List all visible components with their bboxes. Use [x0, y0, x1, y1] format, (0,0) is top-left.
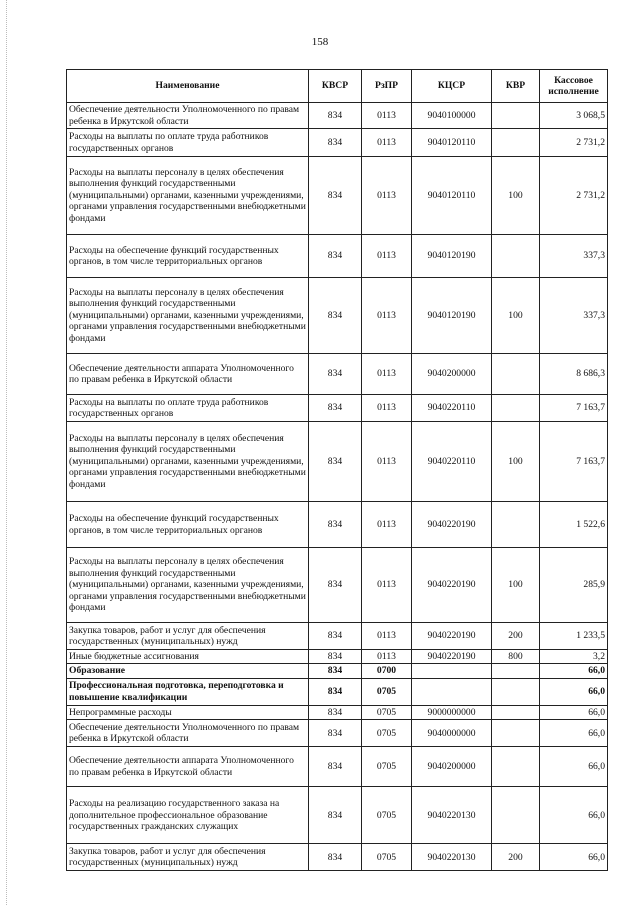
header-name: Наименование	[67, 70, 309, 103]
cell-kvsr: 834	[309, 623, 362, 650]
cell-kvr	[492, 354, 540, 395]
cell-value: 337,3	[540, 278, 608, 354]
table-row	[67, 650, 608, 664]
table-row	[67, 720, 608, 747]
cell-kvsr: 834	[309, 705, 362, 719]
cell-name: Непрограммные расходы	[67, 705, 309, 719]
cell-name: Расходы на обеспечение функций государственных органов, в том числе территориальных органов	[67, 235, 309, 278]
cell-kvr: 100	[492, 278, 540, 354]
cell-kcsr: 9040100000	[412, 103, 492, 129]
table-row	[67, 129, 608, 157]
scan-edge	[6, 0, 8, 905]
cell-value: 3 068,5	[540, 103, 608, 129]
cell-rzpr: 0113	[362, 129, 412, 157]
cell-kcsr: 9040220130	[412, 787, 492, 844]
cell-rzpr: 0705	[362, 678, 412, 705]
cell-value: 66,0	[540, 664, 608, 678]
table-row	[67, 787, 608, 844]
cell-kvsr: 834	[309, 235, 362, 278]
cell-kvr: 100	[492, 422, 540, 502]
cell-kvsr: 834	[309, 844, 362, 871]
cell-kvr	[492, 720, 540, 747]
cell-rzpr: 0113	[362, 502, 412, 548]
cell-kvsr: 834	[309, 395, 362, 422]
cell-rzpr: 0700	[362, 664, 412, 678]
table-row	[67, 664, 608, 678]
cell-kvr	[492, 664, 540, 678]
cell-kvr	[492, 103, 540, 129]
cell-rzpr: 0705	[362, 844, 412, 871]
cell-name: Расходы на выплаты по оплате труда работников государственных органов	[67, 395, 309, 422]
cell-rzpr: 0113	[362, 548, 412, 623]
cell-kcsr: 9000000000	[412, 705, 492, 719]
cell-kvsr: 834	[309, 422, 362, 502]
cell-name: Расходы на выплаты персоналу в целях обеспечения выполнения функций государственными (муниципальными) органами, казенными учреждениями, органами управления государственными внебюджетными фондами	[67, 278, 309, 354]
table-header-row	[67, 70, 608, 103]
table-row	[67, 278, 608, 354]
cell-kcsr: 9040220130	[412, 844, 492, 871]
cell-rzpr: 0113	[362, 395, 412, 422]
cell-kvr	[492, 747, 540, 787]
cell-kvr: 100	[492, 157, 540, 235]
cell-value: 285,9	[540, 548, 608, 623]
cell-rzpr: 0705	[362, 705, 412, 719]
header-kvsr: КВСР	[309, 70, 362, 103]
cell-kcsr: 9040200000	[412, 354, 492, 395]
cell-name: Обеспечение деятельности аппарата Уполномоченного по правам ребенка в Иркутской области	[67, 354, 309, 395]
cell-kvsr: 834	[309, 678, 362, 705]
cell-kcsr: 9040220190	[412, 502, 492, 548]
cell-rzpr: 0113	[362, 235, 412, 278]
cell-value: 66,0	[540, 844, 608, 871]
cell-kvr	[492, 129, 540, 157]
cell-name: Расходы на выплаты по оплате труда работников государственных органов	[67, 129, 309, 157]
header-cash-execution: Кассовое исполнение	[540, 70, 608, 103]
cell-rzpr: 0705	[362, 787, 412, 844]
cell-kvsr: 834	[309, 354, 362, 395]
table-row	[67, 235, 608, 278]
cell-kvsr: 834	[309, 548, 362, 623]
table-row	[67, 747, 608, 787]
cell-kvr	[492, 787, 540, 844]
header-kcsr: КЦСР	[412, 70, 492, 103]
header-rzpr: РзПР	[362, 70, 412, 103]
cell-value: 1 522,6	[540, 502, 608, 548]
cell-kvsr: 834	[309, 103, 362, 129]
cell-kvsr: 834	[309, 502, 362, 548]
cell-value: 1 233,5	[540, 623, 608, 650]
cell-kcsr: 9040220110	[412, 422, 492, 502]
cell-rzpr: 0113	[362, 422, 412, 502]
cell-kvr	[492, 395, 540, 422]
cell-rzpr: 0113	[362, 650, 412, 664]
cell-name: Профессиональная подготовка, переподготовка и повышение квалификации	[67, 678, 309, 705]
cell-kcsr: 9040120110	[412, 129, 492, 157]
table-row	[67, 844, 608, 871]
cell-kcsr: 9040000000	[412, 720, 492, 747]
cell-kvsr: 834	[309, 278, 362, 354]
cell-kcsr: 9040220190	[412, 623, 492, 650]
cell-value: 2 731,2	[540, 157, 608, 235]
cell-value: 8 686,3	[540, 354, 608, 395]
cell-kvsr: 834	[309, 787, 362, 844]
table-row	[67, 623, 608, 650]
cell-name: Закупка товаров, работ и услуг для обеспечения государственных (муниципальных) нужд	[67, 844, 309, 871]
cell-name: Обеспечение деятельности аппарата Уполномоченного по правам ребенка в Иркутской области	[67, 747, 309, 787]
cell-kvr: 100	[492, 548, 540, 623]
cell-kcsr	[412, 664, 492, 678]
cell-kcsr: 9040220190	[412, 548, 492, 623]
cell-value: 66,0	[540, 747, 608, 787]
table-row	[67, 548, 608, 623]
table-body	[67, 103, 608, 871]
cell-kcsr: 9040220190	[412, 650, 492, 664]
table-row	[67, 354, 608, 395]
cell-value: 7 163,7	[540, 395, 608, 422]
table-row	[67, 422, 608, 502]
cell-kvr: 800	[492, 650, 540, 664]
cell-kvsr: 834	[309, 129, 362, 157]
cell-rzpr: 0113	[362, 157, 412, 235]
budget-execution-table	[66, 69, 608, 871]
cell-value: 3,2	[540, 650, 608, 664]
cell-kvsr: 834	[309, 720, 362, 747]
cell-kcsr: 9040120190	[412, 278, 492, 354]
cell-kvsr: 834	[309, 650, 362, 664]
cell-kcsr: 9040120110	[412, 157, 492, 235]
cell-kvr: 200	[492, 844, 540, 871]
cell-kvsr: 834	[309, 747, 362, 787]
cell-kvr	[492, 502, 540, 548]
cell-value: 66,0	[540, 787, 608, 844]
table-row	[67, 103, 608, 129]
cell-rzpr: 0113	[362, 623, 412, 650]
cell-kvsr: 834	[309, 157, 362, 235]
cell-rzpr: 0705	[362, 747, 412, 787]
cell-kvr	[492, 235, 540, 278]
cell-name: Образование	[67, 664, 309, 678]
cell-value: 337,3	[540, 235, 608, 278]
cell-kcsr	[412, 678, 492, 705]
cell-rzpr: 0705	[362, 720, 412, 747]
table-row	[67, 705, 608, 719]
cell-name: Закупка товаров, работ и услуг для обеспечения государственных (муниципальных) нужд	[67, 623, 309, 650]
cell-kvr: 200	[492, 623, 540, 650]
cell-value: 66,0	[540, 705, 608, 719]
cell-name: Расходы на выплаты персоналу в целях обеспечения выполнения функций государственными (муниципальными) органами, казенными учреждениями, органами управления государственными внебюджетными фондами	[67, 548, 309, 623]
cell-kvr	[492, 678, 540, 705]
cell-kvsr: 834	[309, 664, 362, 678]
cell-name: Расходы на реализацию государственного заказа на дополнительное профессиональное образование государственных гражданских служащих	[67, 787, 309, 844]
cell-kcsr: 9040120190	[412, 235, 492, 278]
table-row	[67, 395, 608, 422]
table-row	[67, 678, 608, 705]
cell-value: 66,0	[540, 720, 608, 747]
cell-kvr	[492, 705, 540, 719]
cell-kcsr: 9040220110	[412, 395, 492, 422]
cell-name: Обеспечение деятельности Уполномоченного по правам ребенка в Иркутской области	[67, 103, 309, 129]
table-row	[67, 502, 608, 548]
cell-value: 2 731,2	[540, 129, 608, 157]
cell-name: Обеспечение деятельности Уполномоченного по правам ребенка в Иркутской области	[67, 720, 309, 747]
cell-kcsr: 9040200000	[412, 747, 492, 787]
cell-name: Расходы на выплаты персоналу в целях обеспечения выполнения функций государственными (муниципальными) органами, казенными учреждениями, органами управления государственными внебюджетными фондами	[67, 157, 309, 235]
cell-rzpr: 0113	[362, 278, 412, 354]
cell-value: 66,0	[540, 678, 608, 705]
table-row	[67, 157, 608, 235]
page-number: 158	[311, 36, 329, 48]
cell-name: Расходы на обеспечение функций государственных органов, в том числе территориальных органов	[67, 502, 309, 548]
cell-name: Расходы на выплаты персоналу в целях обеспечения выполнения функций государственными (муниципальными) органами, казенными учреждениями, органами управления государственными внебюджетными фондами	[67, 422, 309, 502]
cell-value: 7 163,7	[540, 422, 608, 502]
header-kvr: КВР	[492, 70, 540, 103]
cell-name: Иные бюджетные ассигнования	[67, 650, 309, 664]
cell-rzpr: 0113	[362, 354, 412, 395]
cell-rzpr: 0113	[362, 103, 412, 129]
